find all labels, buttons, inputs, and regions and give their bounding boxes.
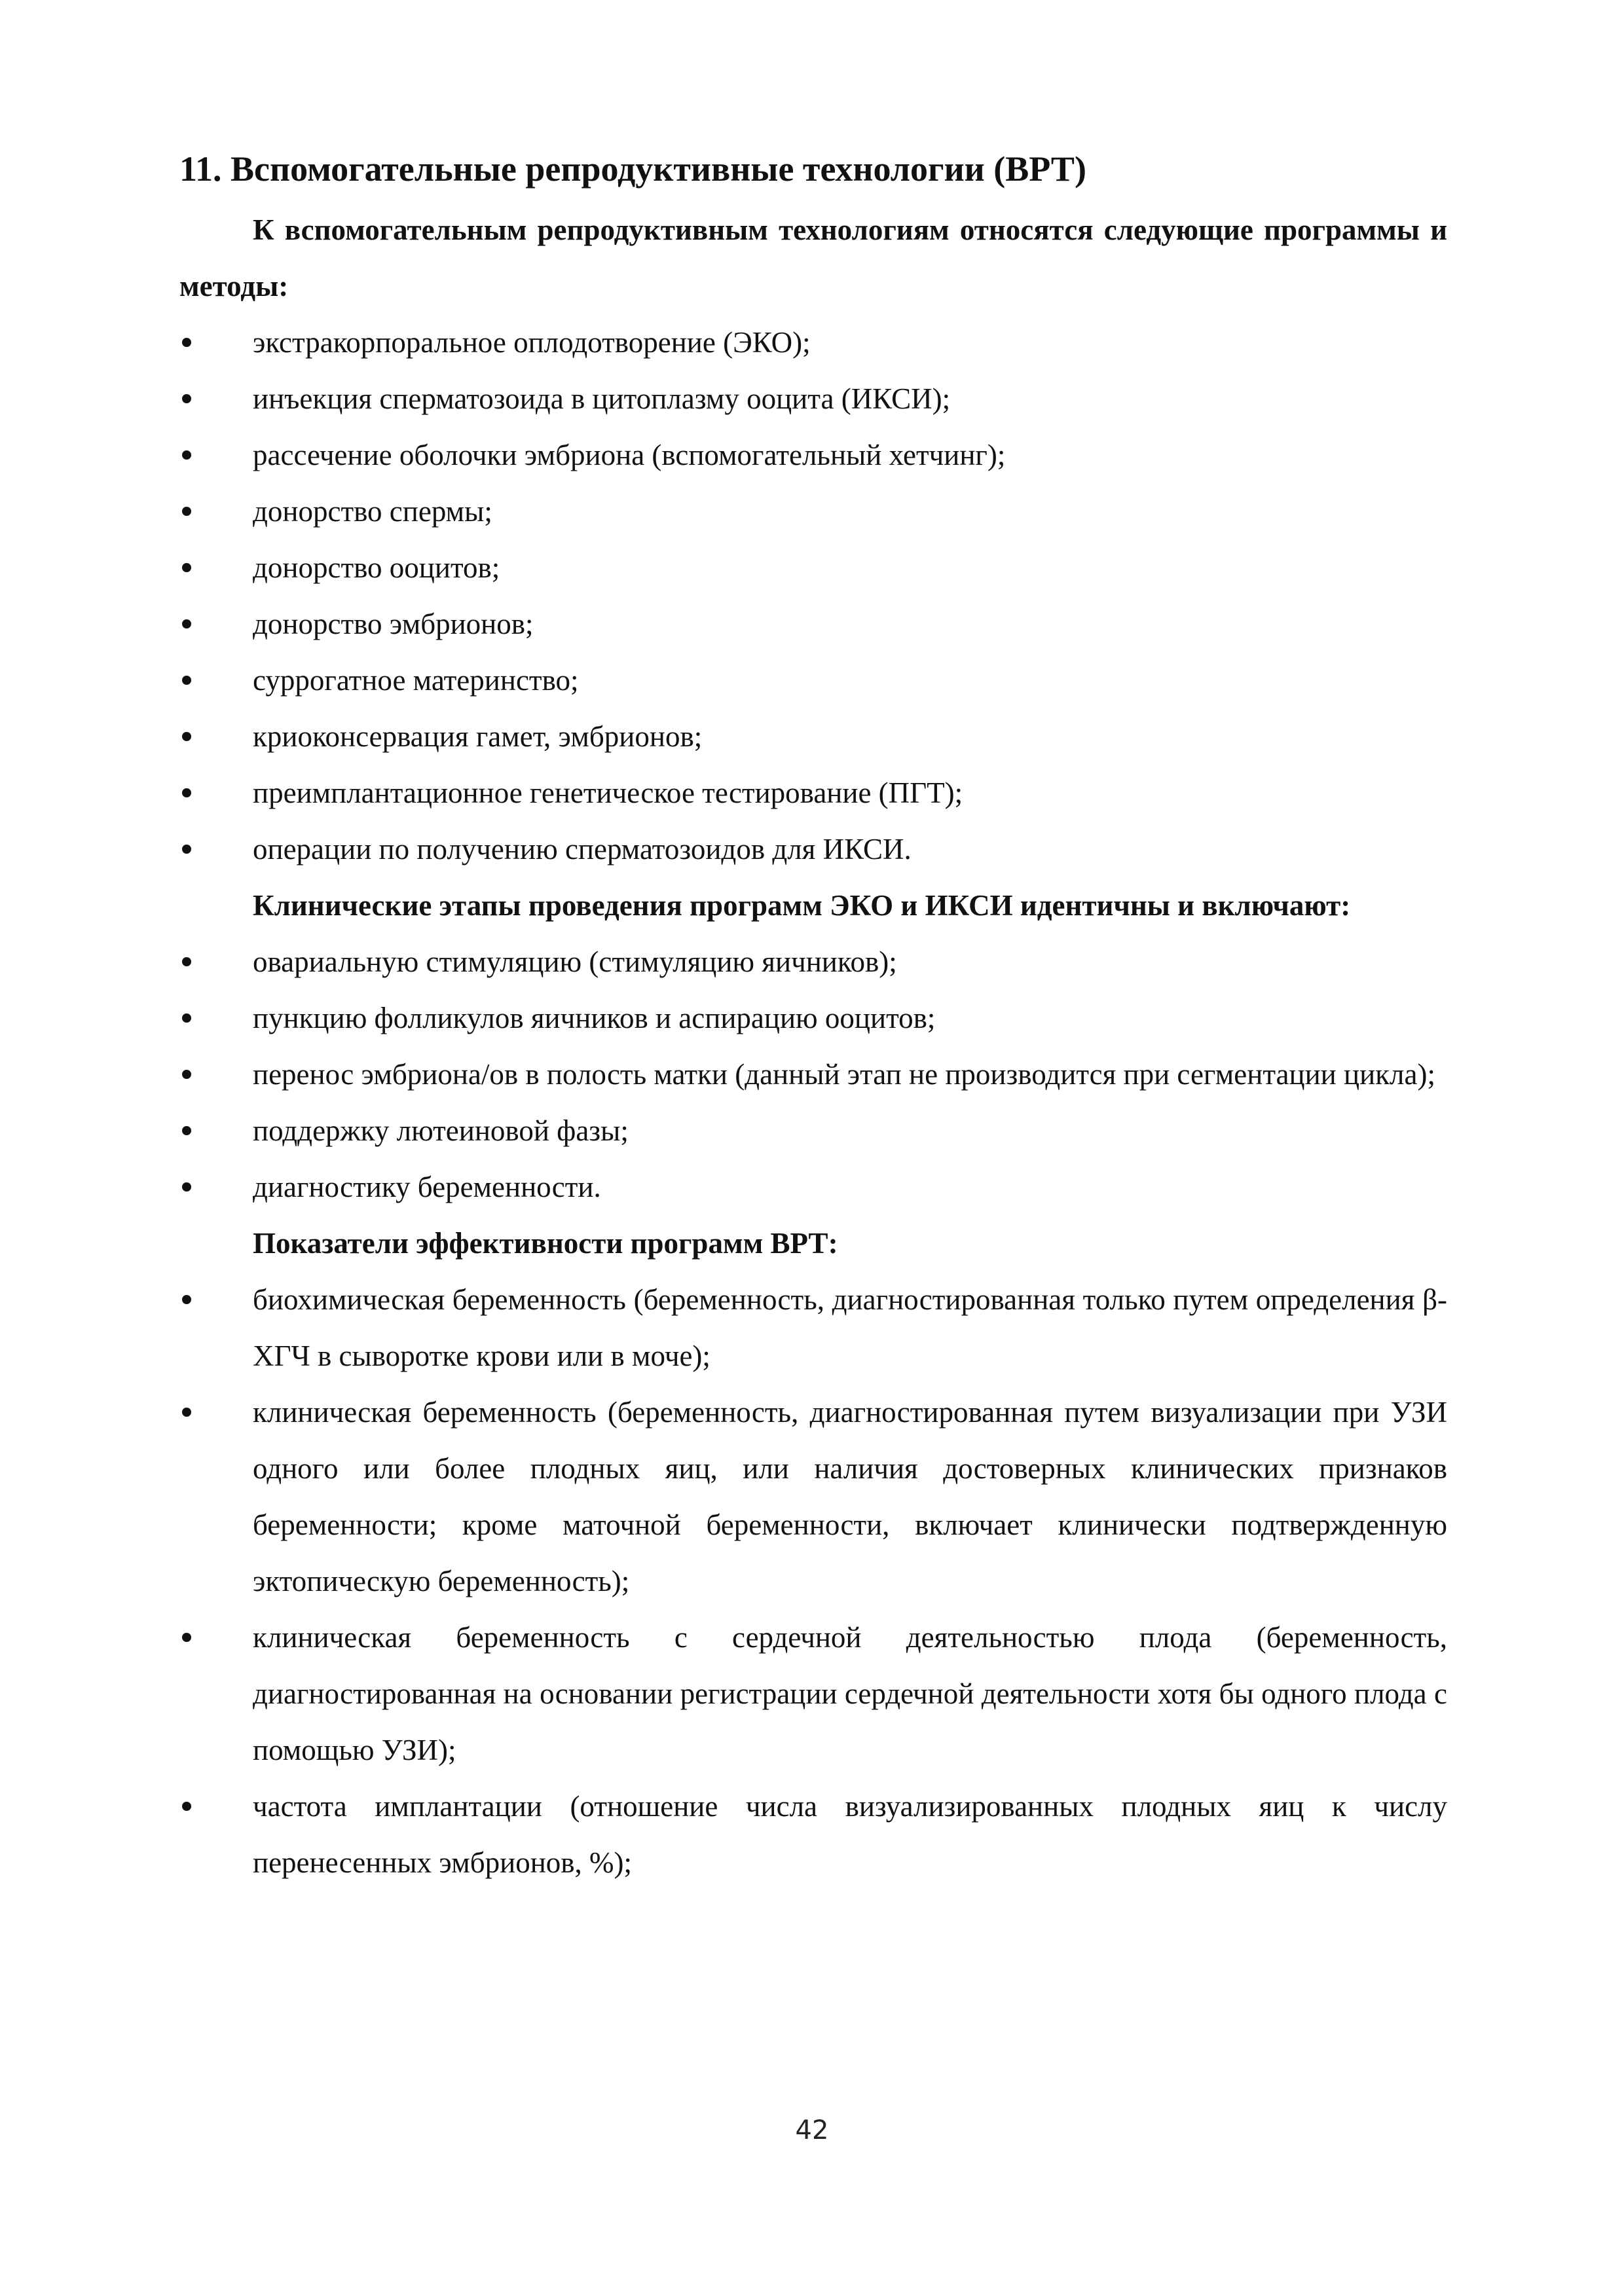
bullet-icon bbox=[182, 1070, 191, 1079]
clinical-stages-list bbox=[179, 934, 1447, 1215]
bullet-icon bbox=[182, 845, 191, 854]
bullet-icon bbox=[182, 732, 191, 741]
list-item: донорство спермы; bbox=[179, 483, 1447, 539]
list-item: криоконсервация гамет, эмбрионов; bbox=[179, 708, 1447, 765]
list-item: поддержку лютеиновой фазы; bbox=[179, 1102, 1447, 1159]
bullet-icon bbox=[182, 338, 191, 347]
list-item: суррогатное материнство; bbox=[179, 652, 1447, 708]
methods-list bbox=[179, 314, 1447, 877]
list-item: инъекция сперматозоида в цитоплазму ооцита (ИКСИ); bbox=[179, 371, 1447, 427]
list-item: пункцию фолликулов яичников и аспирацию ооцитов; bbox=[179, 990, 1447, 1046]
section-lead-efficiency: Показатели эффективности программ ВРТ: bbox=[253, 1227, 838, 1260]
bullet-icon bbox=[182, 563, 191, 572]
bullet-icon bbox=[182, 1802, 191, 1811]
bullet-icon bbox=[182, 507, 191, 516]
bullet-icon bbox=[182, 957, 191, 966]
page-number: 42 bbox=[795, 2115, 829, 2145]
efficiency-list bbox=[179, 1271, 1447, 1891]
list-item: клиническая беременность (беременность, диагностированная путем визуализации при УЗИ одного или более плодных яиц, или наличия достоверных клинических признаков беременности; кроме маточной беременности, включает клинически подтвержденную эктопическую беременность); bbox=[179, 1384, 1447, 1609]
list-item: рассечение оболочки эмбриона (вспомогательный хетчинг); bbox=[179, 427, 1447, 483]
bullet-icon bbox=[182, 1126, 191, 1135]
bullet-icon bbox=[182, 619, 191, 629]
list-item: экстракорпоральное оплодотворение (ЭКО); bbox=[179, 314, 1447, 371]
list-item: овариальную стимуляцию (стимуляцию яичников); bbox=[179, 934, 1447, 990]
list-item: преимплантационное генетическое тестирование (ПГТ); bbox=[179, 765, 1447, 821]
bullet-icon bbox=[182, 1013, 191, 1023]
list-item: биохимическая беременность (беременность, диагностированная только путем определения β-ХГЧ в сыворотке крови или в моче); bbox=[179, 1271, 1447, 1384]
list-item: диагностику беременности. bbox=[179, 1159, 1447, 1215]
section-heading: 11. Вспомогательные репродуктивные технологии (ВРТ) bbox=[179, 149, 1086, 189]
bullet-icon bbox=[182, 1633, 191, 1642]
text-block bbox=[179, 147, 1447, 1891]
bullet-icon bbox=[182, 1182, 191, 1192]
bullet-icon bbox=[182, 450, 191, 460]
list-item: частота имплантации (отношение числа визуализированных плодных яиц к числу перенесенных эмбрионов, %); bbox=[179, 1778, 1447, 1891]
section-lead-methods: К вспомогательным репродуктивным технологиям относятся следующие программы и методы: bbox=[179, 213, 1447, 302]
bullet-icon bbox=[182, 788, 191, 797]
bullet-icon bbox=[182, 676, 191, 685]
list-item: донорство эмбрионов; bbox=[179, 596, 1447, 652]
list-item: донорство ооцитов; bbox=[179, 539, 1447, 596]
list-item: перенос эмбриона/ов в полость матки (данный этап не производится при сегментации цикла); bbox=[179, 1046, 1447, 1102]
bullet-icon bbox=[182, 1408, 191, 1417]
section-lead-clinical-stages: Клинические этапы проведения программ ЭКО и ИКСИ идентичны и включают: bbox=[253, 889, 1351, 922]
list-item: клиническая беременность с сердечной деятельностью плода (беременность, диагностированная на основании регистрации сердечной деятельности хотя бы одного плода с помощью УЗИ); bbox=[179, 1609, 1447, 1778]
bullet-icon bbox=[182, 1295, 191, 1304]
list-item: операции по получению сперматозоидов для ИКСИ. bbox=[179, 821, 1447, 877]
bullet-icon bbox=[182, 394, 191, 403]
